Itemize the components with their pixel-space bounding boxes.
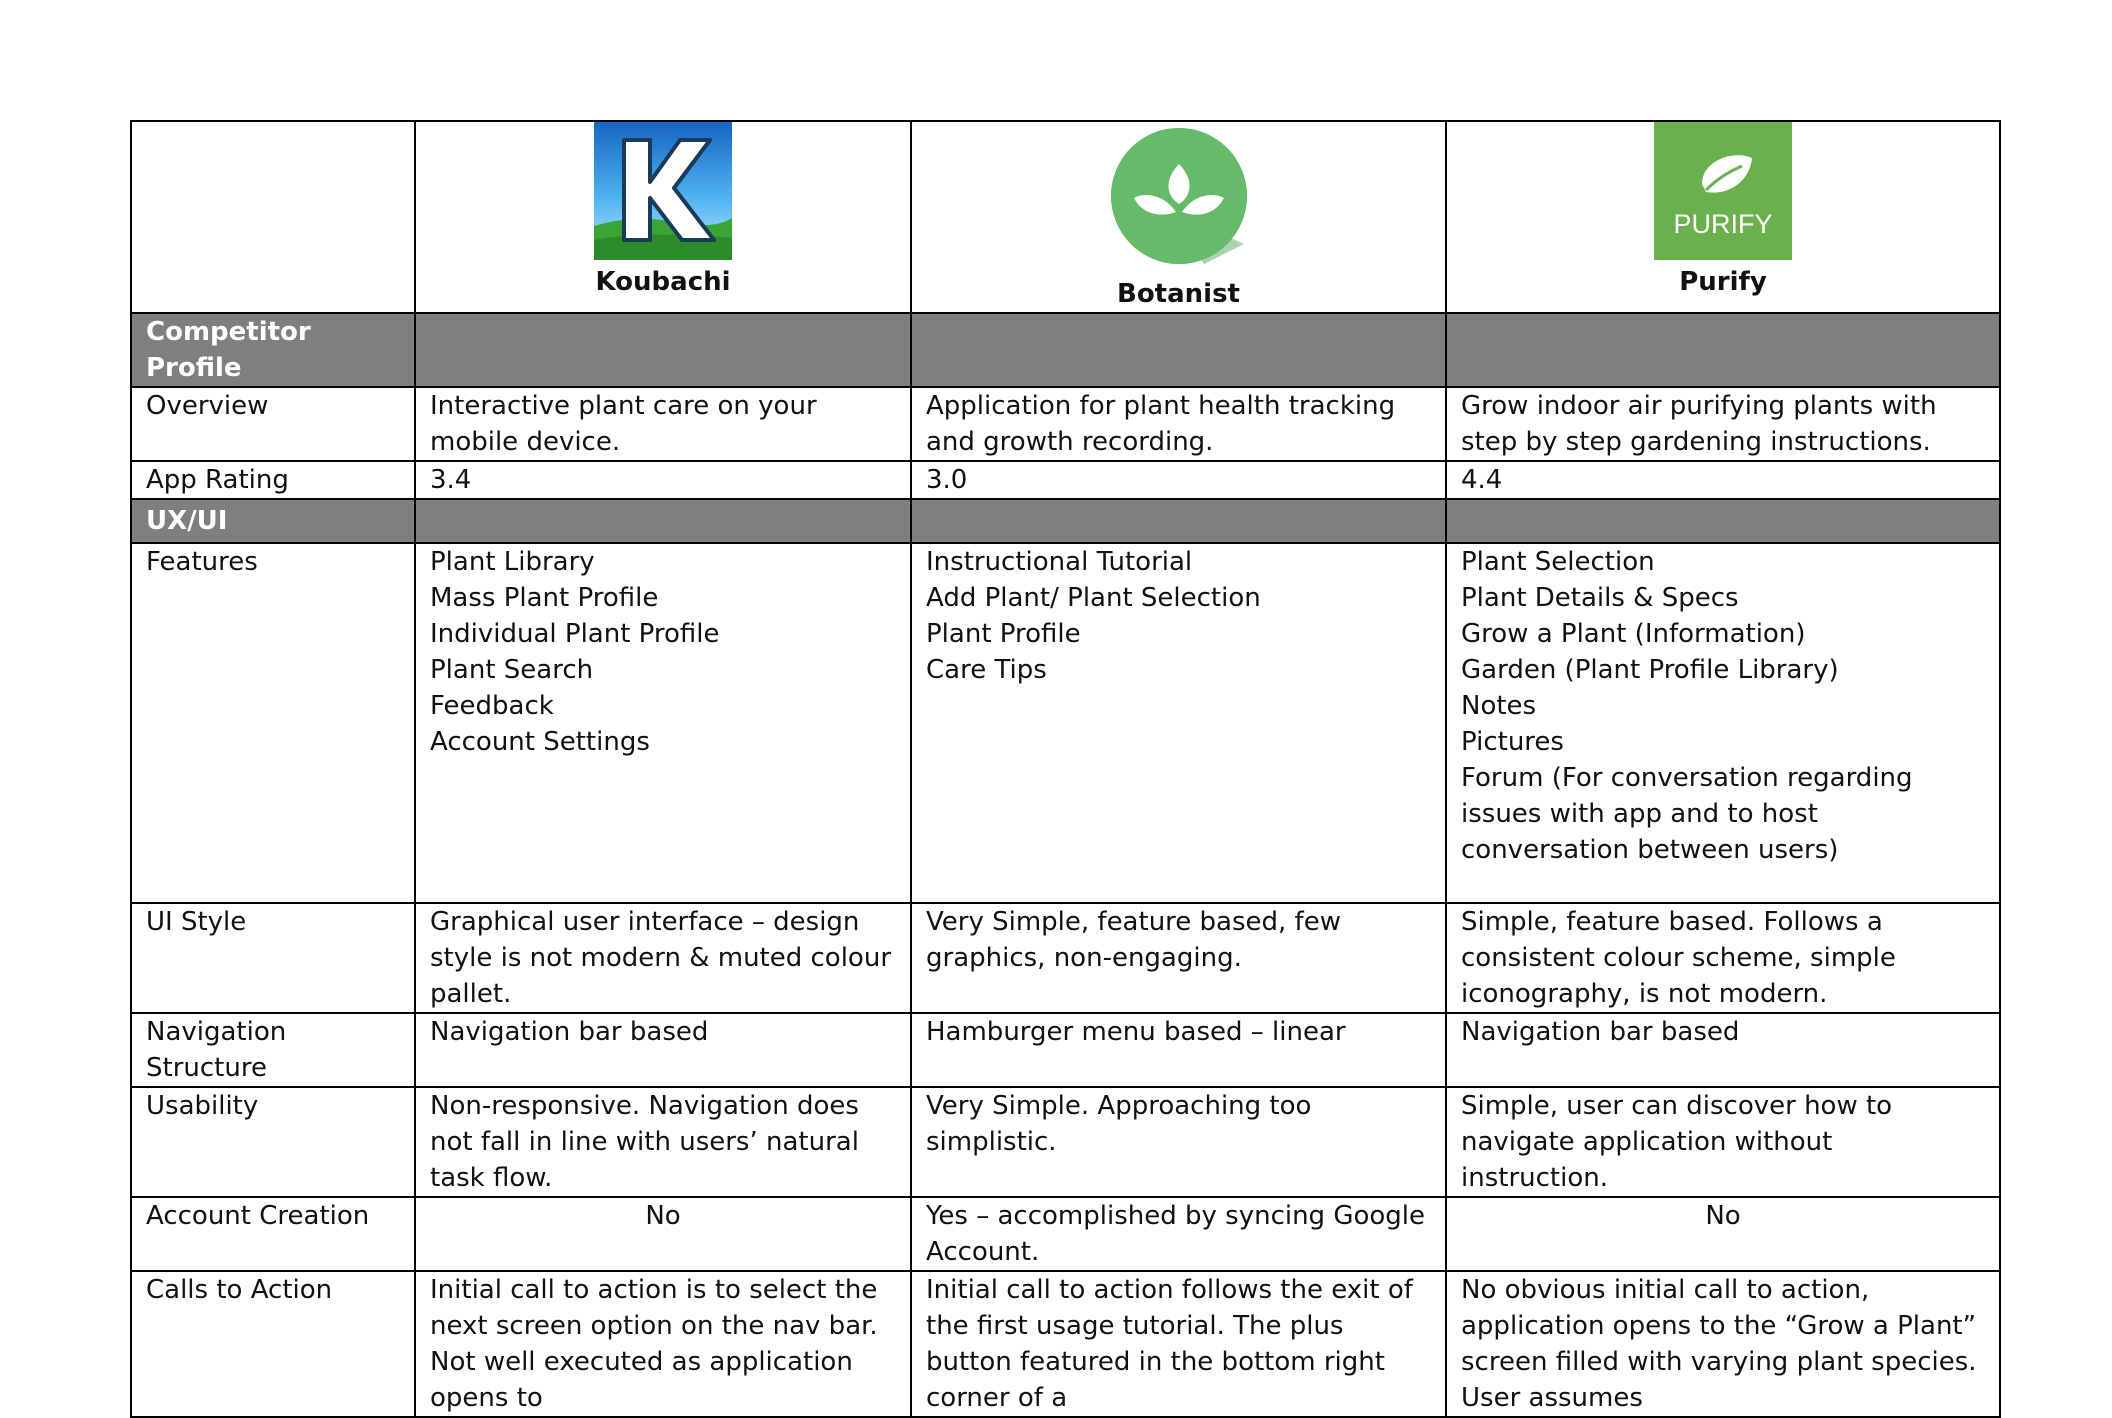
cell-botanist: Very Simple. Approaching too simplistic.	[911, 1087, 1446, 1197]
feature-item: Pictures	[1461, 727, 1564, 757]
feature-item: Instructional Tutorial	[926, 547, 1193, 577]
feature-item: Account Settings	[430, 727, 650, 757]
purify-logo-text: PURIFY	[1673, 209, 1773, 239]
cell-botanist: Initial call to action follows the exit of the first usage tutorial. The plus button featured in the bottom right corner of a	[911, 1271, 1446, 1417]
cell-botanist	[911, 543, 1446, 903]
feature-item: Notes	[1461, 691, 1537, 721]
row-ui-style	[131, 903, 2000, 1013]
row-usability	[131, 1087, 2000, 1197]
cell-purify: 4.4	[1446, 461, 2000, 499]
feature-item: Care Tips	[926, 655, 1047, 685]
feature-item: Add Plant/ Plant Selection	[926, 583, 1261, 613]
feature-item: Plant Profile	[926, 619, 1081, 649]
cell-botanist: Application for plant health tracking and growth recording.	[911, 387, 1446, 461]
competitor-name-botanist: Botanist	[1117, 279, 1240, 309]
cell-koubachi: 3.4	[415, 461, 911, 499]
header-empty-cell	[131, 121, 415, 313]
feature-item: Mass Plant Profile	[430, 583, 659, 613]
cell-koubachi: Initial call to action is to select the next screen option on the nav bar. Not well executed as application opens to	[415, 1271, 911, 1417]
cell-botanist: Very Simple, feature based, few graphics, non-engaging.	[911, 903, 1446, 1013]
row-label: Features	[131, 543, 415, 903]
row-label: Calls to Action	[131, 1271, 415, 1417]
row-overview	[131, 387, 2000, 461]
feature-item: Plant Search	[430, 655, 594, 685]
feature-item: Garden (Plant Profile Library)	[1461, 655, 1839, 685]
cell-purify: Navigation bar based	[1446, 1013, 2000, 1087]
cell-koubachi: Navigation bar based	[415, 1013, 911, 1087]
cell-purify: Simple, user can discover how to navigate application without instruction.	[1446, 1087, 2000, 1197]
competitor-name-purify: Purify	[1679, 267, 1767, 297]
row-label: UI Style	[131, 903, 415, 1013]
cell-botanist: 3.0	[911, 461, 1446, 499]
header-purify	[1446, 121, 2000, 313]
header-row	[131, 121, 2000, 313]
feature-item: Plant Details & Specs	[1461, 583, 1739, 613]
cell-botanist: Yes – accomplished by syncing Google Account.	[911, 1197, 1446, 1271]
cell-purify: Grow indoor air purifying plants with step by step gardening instructions.	[1446, 387, 2000, 461]
row-features	[131, 543, 2000, 903]
cell-purify: Simple, feature based. Follows a consistent colour scheme, simple iconography, is not modern.	[1446, 903, 2000, 1013]
row-app-rating	[131, 461, 2000, 499]
cell-koubachi: Non-responsive. Navigation does not fall in line with users’ natural task flow.	[415, 1087, 911, 1197]
cell-koubachi	[415, 543, 911, 903]
cell-botanist: Hamburger menu based – linear	[911, 1013, 1446, 1087]
feature-item: Individual Plant Profile	[430, 619, 720, 649]
row-label: Usability	[131, 1087, 415, 1197]
row-label: Navigation Structure	[131, 1013, 415, 1087]
feature-item: Plant Library	[430, 547, 595, 577]
cell-koubachi: No	[415, 1197, 911, 1271]
botanist-leaf-logo-icon	[1104, 124, 1254, 274]
row-label: Overview	[131, 387, 415, 461]
header-koubachi	[415, 121, 911, 313]
feature-item: Forum (For conversation regarding issues with app and to host conversation between users)	[1461, 763, 1913, 865]
cell-purify	[1446, 543, 2000, 903]
cell-purify: No obvious initial call to action, application opens to the “Grow a Plant” screen filled with varying plant species. User assumes	[1446, 1271, 2000, 1417]
koubachi-k-logo-icon	[594, 122, 732, 260]
row-navigation-structure	[131, 1013, 2000, 1087]
row-account-creation	[131, 1197, 2000, 1271]
competitor-comparison-table	[130, 120, 2001, 1418]
row-label: Account Creation	[131, 1197, 415, 1271]
feature-item: Feedback	[430, 691, 554, 721]
feature-item: Grow a Plant (Information)	[1461, 619, 1806, 649]
cell-koubachi: Graphical user interface – design style is not modern & muted colour pallet.	[415, 903, 911, 1013]
section-row-competitor-profile	[131, 313, 2000, 387]
feature-item: Plant Selection	[1461, 547, 1655, 577]
header-botanist	[911, 121, 1446, 313]
section-label: UX/UI	[131, 499, 415, 543]
cell-purify: No	[1446, 1197, 2000, 1271]
section-row-ux-ui	[131, 499, 2000, 543]
row-calls-to-action	[131, 1271, 2000, 1417]
competitor-name-koubachi: Koubachi	[595, 267, 731, 297]
purify-leaf-logo-icon	[1654, 122, 1792, 260]
section-label: Competitor Profile	[131, 313, 415, 387]
row-label: App Rating	[131, 461, 415, 499]
cell-koubachi: Interactive plant care on your mobile device.	[415, 387, 911, 461]
